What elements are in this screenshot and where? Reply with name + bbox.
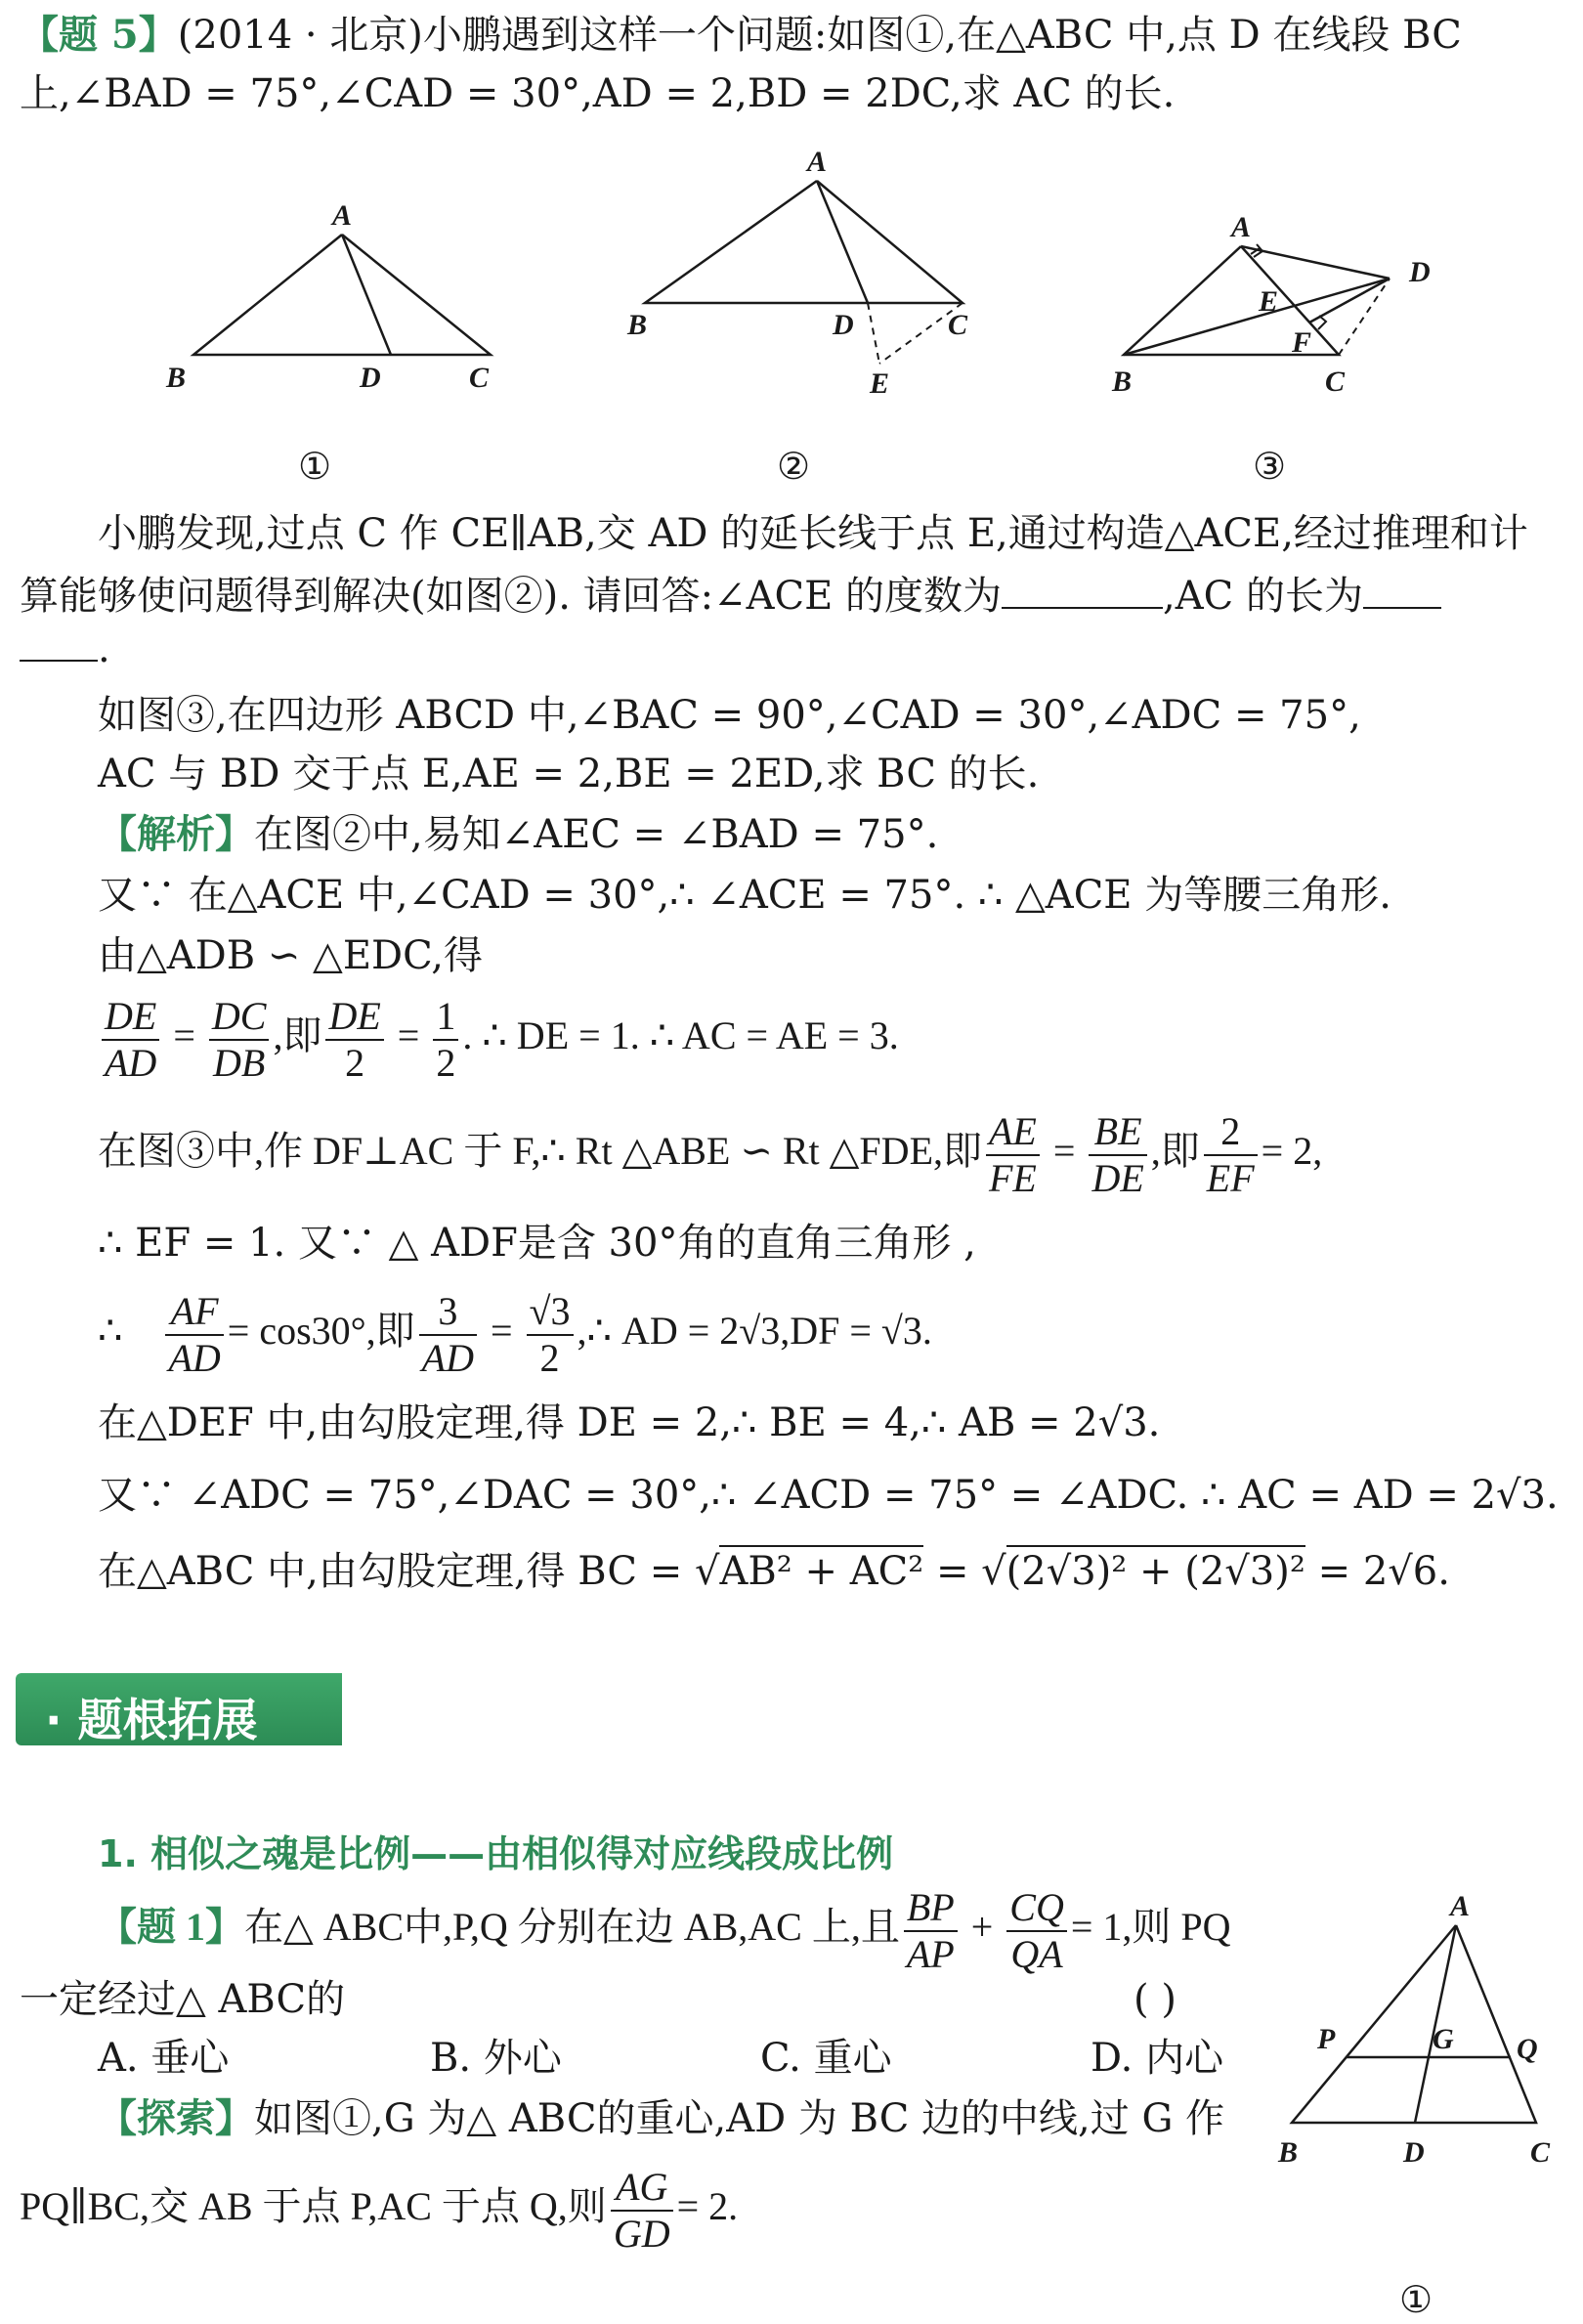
fig3-label-b: B <box>1112 366 1133 398</box>
answer-blank-ac-part2[interactable] <box>20 626 98 662</box>
frac-ag: AG <box>611 2168 673 2212</box>
para1-b-mid: ,AC 的长为 <box>1163 574 1363 619</box>
s5-pre: 在图③中,作 DF⊥AC 于 F,∴ Rt △ABE ∽ Rt △FDE,即 <box>98 1129 982 1174</box>
problem5-line2: 上,∠BAD = 75°,∠CAD = 30°,AD = 2,BD = 2DC,求 AC 的长. <box>20 71 1176 116</box>
figure-3 <box>1094 205 1485 498</box>
section-subhead: 1. 相似之魂是比例——由相似得对应线段成比例 <box>98 1832 894 1875</box>
problem5-line1 <box>20 12 1462 59</box>
option-a[interactable]: A. 垂心 <box>98 2036 230 2081</box>
frac-2c: 2 <box>1204 1112 1258 1156</box>
s5-mid: ,即 <box>1150 1129 1200 1174</box>
section-banner-text: · 题根拓展 <box>45 1694 258 1746</box>
s4-tail: . ∴ DE = 1. ∴ AC = AE = 3. <box>462 1013 899 1058</box>
fig2-label-b: B <box>627 309 648 341</box>
frac-ae: AE <box>986 1112 1040 1156</box>
frac-bp: BP <box>904 1888 958 1932</box>
fig1-label-d: D <box>360 362 381 394</box>
frac-cq: CQ <box>1006 1888 1067 1932</box>
s10-radical-2: (2√3)² + (2√3)² <box>1006 1545 1305 1594</box>
fig3-label-d: D <box>1409 256 1431 288</box>
para1-b-pre: 算能够使问题得到解决(如图②). 请回答:∠ACE 的度数为 <box>20 574 1003 619</box>
explore-line1 <box>98 2095 1224 2142</box>
s7-tail: ,∴ AD = 2√3,DF = √3. <box>577 1309 932 1354</box>
problem1-paren[interactable]: ( ) <box>1134 1977 1177 2022</box>
problem1-line2: 一定经过△ ABC的 <box>20 1977 346 2022</box>
problem5-text1: 小鹏遇到这样一个问题:如图①,在△ABC 中,点 D 在线段 BC <box>422 13 1462 58</box>
problem1-tail: = 1,则 PQ <box>1070 1905 1231 1950</box>
frac-2d: 2 <box>539 1336 560 1380</box>
fig3-label-c: C <box>1325 366 1346 398</box>
fig4-label-a: A <box>1450 1890 1471 1922</box>
fig2-label-c: C <box>948 309 968 341</box>
figure-1 <box>147 195 518 498</box>
fig4-label-q: Q <box>1517 2033 1538 2065</box>
s4-mid: ,即 <box>273 1013 322 1058</box>
solution-line-10: 在△ABC 中,由勾股定理,得 BC = √AB² + AC² = √(2√3)² + (2√3)² = 2√6. <box>98 1548 1450 1595</box>
explore-tag: 【探索】 <box>98 2095 254 2141</box>
frac-2: 2 <box>345 1041 365 1085</box>
frac-1: 1 <box>433 997 458 1041</box>
fig4-label-c: C <box>1530 2136 1551 2169</box>
frac-de-3: DE <box>1091 1156 1144 1200</box>
fig4-label-b: B <box>1278 2136 1299 2169</box>
solution-tag: 【解析】 <box>98 811 254 857</box>
fig4-label-g: G <box>1433 2023 1454 2055</box>
frac-gd: GD <box>613 2212 670 2256</box>
para2-line-b: AC 与 BD 交于点 E,AE = 2,BE = 2ED,求 BC 的长. <box>98 752 1040 796</box>
solution-s1: 在图②中,易知∠AEC = ∠BAD = 75°. <box>254 812 939 857</box>
frac-qa: QA <box>1010 1932 1063 1976</box>
figure-4 <box>1261 1886 1583 2324</box>
s10-radical-1: AB² + AC² <box>719 1545 923 1594</box>
s7-mid1: = cos30°,即 <box>227 1309 415 1354</box>
s7-pre: ∴ <box>98 1309 123 1354</box>
frac-2b: 2 <box>436 1041 456 1085</box>
fig2-label-d: D <box>833 309 854 341</box>
solution-line-1 <box>98 811 938 858</box>
solution-line-5: 在图③中,作 DF⊥AC 于 F,∴ Rt △ABE ∽ Rt △FDE,即 $\frac{AE}{FE}$ = $\frac{BE}{DE}$ ,即 $\frac{2}{EF}$ = 2, <box>98 1109 1323 1200</box>
section-banner <box>16 1673 342 1745</box>
solution-line-2: 又∵ 在△ACE 中,∠CAD = 30°,∴ ∠ACE = 75°. ∴ △ACE 为等腰三角形. <box>98 873 1391 918</box>
answer-blank-ac-part1[interactable] <box>1363 574 1441 609</box>
problem1-line1: 【题 1】在△ ABC中,P,Q 分别在边 AB,AC 上,且 $\frac{BP}{AP}$ + $\frac{CQ}{QA}$ = 1,则 PQ <box>98 1885 1231 1976</box>
para2-line-a: 如图③,在四边形 ABCD 中,∠BAC = 90°,∠CAD = 30°,∠ADC = 75°, <box>98 693 1361 738</box>
fig3-label-f: F <box>1292 326 1312 359</box>
frac-de: DE <box>102 997 159 1041</box>
frac-dc: DC <box>209 997 270 1041</box>
frac-ap: AP <box>906 1932 955 1976</box>
solution-line-7: ∴ $\frac{AF}{AD}$ = cos30°,即 $\frac{3}{AD}$ = $\frac{√3}{2}$ ,∴ AD = 2√3,DF = √3. <box>98 1289 932 1380</box>
problem1-pre: 在△ ABC中,P,Q 分别在边 AB,AC 上,且 <box>244 1905 900 1950</box>
frac-af: AF <box>165 1292 223 1336</box>
frac-fe: FE <box>989 1156 1037 1200</box>
fig4-label-d: D <box>1403 2136 1425 2169</box>
fig3-label-a: A <box>1231 211 1252 243</box>
explore-text1: 如图①,G 为△ ABC的重心,AD 为 BC 边的中线,过 G 作 <box>254 2096 1225 2141</box>
para1-c-dot: . <box>98 626 110 671</box>
fig1-label-b: B <box>166 362 187 394</box>
explore2-tail: = 2. <box>676 2184 739 2229</box>
fig3-caption: ③ <box>1253 447 1287 488</box>
fig2-label-a: A <box>807 147 828 178</box>
fig1-label-a: A <box>332 199 353 232</box>
fig1-caption: ① <box>298 447 332 488</box>
para1-line-b <box>20 573 1441 620</box>
solution-line-4: $\frac{DE}{AD}$ = $\frac{DC}{DB}$ ,即 $\frac{DE}{2}$ = $\frac{1}{2}$ . ∴ DE = 1. ∴ AC = AE = 3. <box>98 997 899 1083</box>
para1-line-c <box>20 625 110 672</box>
fig4-label-p: P <box>1317 2023 1336 2055</box>
s10-pre: 在△ABC 中,由勾股定理,得 BC = <box>98 1549 683 1594</box>
s5-tail: = 2, <box>1261 1129 1323 1174</box>
explore2-pre: PQ∥BC,交 AB 于点 P,AC 于点 Q,则 <box>20 2184 607 2229</box>
solution-line-3: 由△ADB ∽ △EDC,得 <box>98 933 483 978</box>
answer-blank-angle[interactable] <box>1002 574 1163 609</box>
frac-ad-3: AD <box>421 1336 474 1380</box>
explore-line2 <box>20 2165 739 2256</box>
problem5-tag: 【题 5】 <box>20 12 178 58</box>
frac-ad-2: AD <box>168 1336 221 1380</box>
fig1-label-c: C <box>469 362 490 394</box>
s10-tail: = 2√6. <box>1317 1549 1450 1594</box>
solution-line-6: ∴ EF = 1. 又∵ △ ADF是含 30°角的直角三角形 , <box>98 1221 976 1266</box>
figure-2 <box>616 147 1026 498</box>
frac-be: BE <box>1089 1112 1146 1156</box>
problem1-tag: 【题 1】 <box>98 1905 244 1950</box>
problem5-source: (2014 · 北京) <box>177 13 423 58</box>
fig4-caption: ① <box>1399 2280 1433 2321</box>
frac-3: 3 <box>419 1292 477 1336</box>
solution-line-8: 在△DEF 中,由勾股定理,得 DE = 2,∴ BE = 4,∴ AB = 2√3. <box>98 1400 1161 1445</box>
frac-ad: AD <box>105 1041 157 1085</box>
frac-db: DB <box>213 1041 266 1085</box>
solution-line-9: 又∵ ∠ADC = 75°,∠DAC = 30°,∴ ∠ACD = 75° = ∠ADC. ∴ AC = AD = 2√3. <box>98 1473 1559 1518</box>
fig2-label-e: E <box>870 367 890 400</box>
frac-ef: EF <box>1206 1156 1255 1200</box>
frac-de-2: DE <box>325 997 383 1041</box>
option-b[interactable]: B. 外心 <box>430 2036 562 2081</box>
option-c[interactable]: C. 重心 <box>760 2036 892 2081</box>
fig2-caption: ② <box>777 447 811 488</box>
fig3-label-e: E <box>1259 285 1279 318</box>
para1-line-a: 小鹏发现,过点 C 作 CE∥AB,交 AD 的延长线于点 E,通过构造△ACE,经过推理和计 <box>98 511 1528 556</box>
frac-sqrt3: √3 <box>527 1292 574 1336</box>
option-d[interactable]: D. 内心 <box>1091 2036 1224 2081</box>
